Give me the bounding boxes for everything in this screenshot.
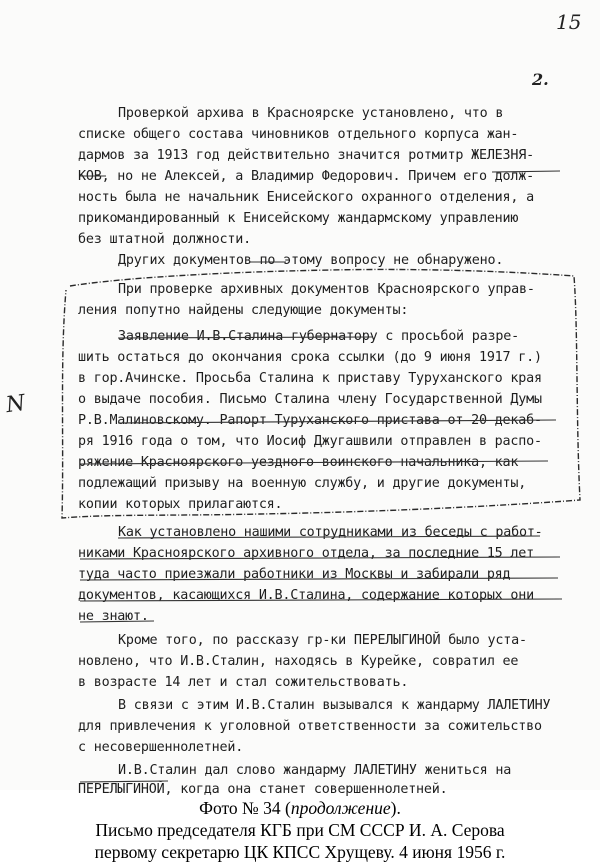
text-line-24: не знают.	[78, 609, 149, 624]
text-line-19: копии которых прилагаются.	[78, 497, 283, 512]
text-line-29: для привлечения к уголовной ответственности за сожительство	[78, 719, 542, 734]
text-line-8: Других документов по этому вопросу не обнаружено.	[118, 253, 504, 268]
caption-line-3: первому секретарю ЦК КПСС Хрущеву. 4 июня 1956 г.	[94, 842, 506, 862]
text-line-26: новлено, что И.В.Сталин, находясь в Курейке, совратил ее	[78, 654, 519, 669]
text-line-17: ряжение Красноярского уездного воинского начальника, как	[78, 455, 519, 470]
text-line-25: Кроме того, по рассказу гр-ки ПЕРЕЛЫГИНОЙ было уста-	[118, 633, 527, 648]
text-line-18: подлежащий призыву на военную службу, и другие документы,	[78, 476, 527, 491]
text-line-9: При проверке архивных документов Красноярского управ-	[118, 282, 535, 297]
text-line-13: в гор.Ачинске. Просьба Сталина к приставу Туруханского края	[78, 371, 542, 386]
text-line-2: списке общего состава чиновников отдельного корпуса жан-	[78, 127, 519, 142]
text-line-22: туда часто приезжали работники из Москвы и забирали ряд	[78, 567, 511, 582]
text-line-12: шить остаться до окончания срока ссылки (до 9 июня 1917 г.)	[78, 350, 542, 365]
caption-photo-label: Фото № 34 (	[199, 798, 291, 818]
text-line-27: в возрасте 14 лет и стал сожительствовать.	[78, 675, 409, 690]
text-line-14: о выдаче пособия. Письмо Сталина члену Государственной Думы	[78, 392, 542, 407]
photo-caption	[0, 797, 600, 863]
caption-continued: продолжение	[290, 798, 391, 818]
text-line-30: с несовершеннолетней.	[78, 740, 244, 755]
text-line-23: документов, касающихся И.В.Сталина, содержание которых они	[78, 588, 534, 603]
text-line-20: Как установлено нашими сотрудниками из беседы с работ-	[118, 525, 543, 540]
page-number: 15	[556, 10, 582, 34]
text-line-4: КОВ, но не Алексей, а Владимир Федорович. Причем его долж-	[78, 169, 534, 184]
text-line-1: Проверкой архива в Красноярске установлено, что в	[118, 106, 504, 121]
text-line-21: никами Красноярского архивного отдела, за последние 15 лет	[78, 546, 534, 561]
caption-line-2: Письмо председателя КГБ при СМ СССР И. А. Серова	[95, 820, 505, 840]
text-line-28: В связи с этим И.В.Сталин вызывался к жандарму ЛАЛЕТИНУ	[118, 698, 551, 713]
text-line-3: дармов за 1913 год действительно значится ротмитр ЖЕЛЕЗНЯ-	[78, 148, 534, 163]
text-line-7: без штатной должности.	[78, 232, 251, 247]
text-line-16: ря 1916 года о том, что Иосиф Джугашвили отправлен в распо-	[78, 434, 542, 449]
text-line-31: И.В.Сталин дал слово жандарму ЛАЛЕТИНУ жениться на	[118, 763, 512, 778]
text-line-32: ПЕРЕЛЫГИНОЙ, когда она станет совершеннолетней.	[78, 782, 448, 797]
text-line-11: Заявление И.В.Сталина губернатору с просьбой разре-	[118, 329, 519, 344]
caption-photo-end: ).	[390, 798, 401, 818]
text-line-5: ность была не начальник Енисейского охранного отделения, а	[78, 190, 534, 205]
text-line-6: прикомандированный к Енисейскому жандармскому управлению	[78, 211, 519, 226]
caption-line-1	[0, 797, 600, 819]
text-line-10: ления попутно найдены следующие документы:	[78, 303, 409, 318]
text-line-15: Р.В.Малиновскому. Рапорт Туруханского пристава от 20 декаб-	[78, 413, 542, 428]
margin-mark: N	[4, 390, 27, 419]
sheet-number: 2.	[532, 70, 549, 89]
